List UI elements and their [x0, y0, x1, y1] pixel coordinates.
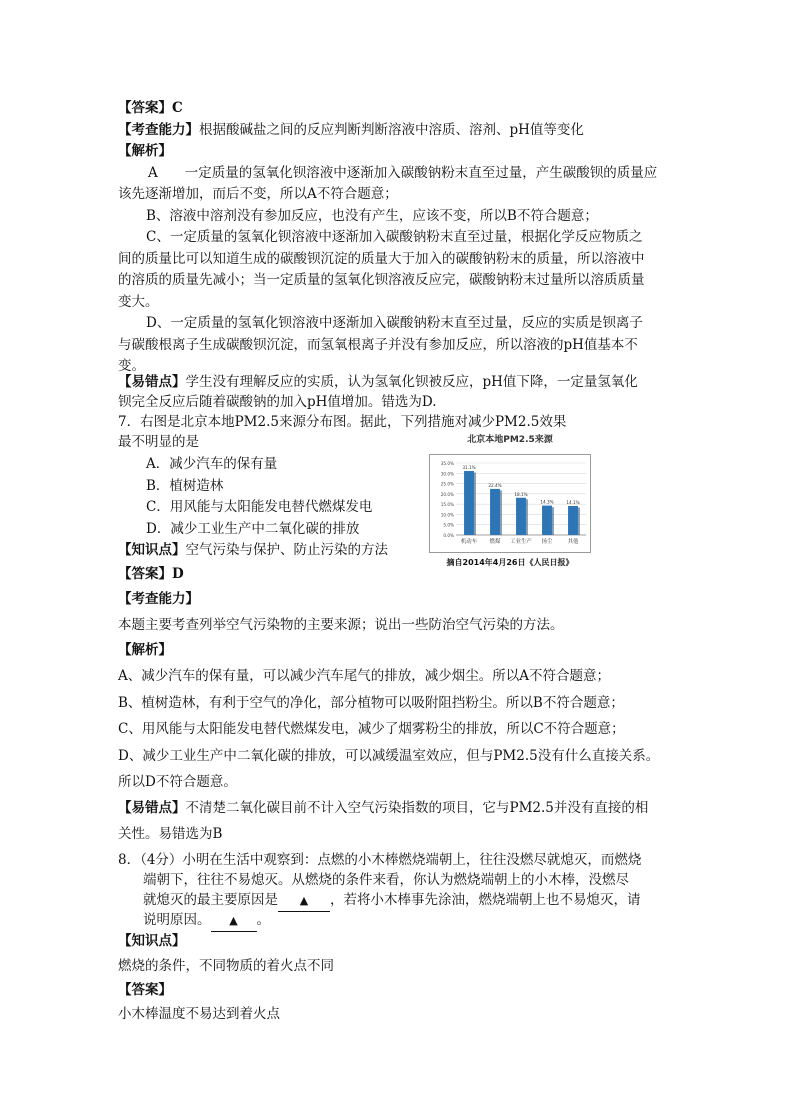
q7-option-a: A．减少汽车的保有量 [146, 456, 278, 472]
y-tick-label: 5.0% [443, 522, 454, 528]
y-tick-label: 15.0% [440, 502, 454, 508]
analysis-line: C、用风能与太阳能发电替代燃煤发电，减少了烟雾粉尘的排放，所以C不符合题意； [118, 721, 625, 737]
q7-answer-row [118, 564, 184, 584]
bar-value-label: 22.4% [488, 482, 502, 488]
q7-option-d: D．减少工业生产中二氧化碳的排放 [146, 521, 360, 537]
ability-label: 【考查能力】 [118, 122, 199, 138]
bar [542, 506, 552, 535]
ability-row [118, 120, 584, 140]
q7-option-b: B．植树造林 [146, 478, 224, 494]
x-tick-label: 其他 [567, 539, 579, 545]
analysis-line: D、减少工业生产中二氧化碳的排放，可以减缓温室效应，但与PM2.5没有什么直接关系。 [118, 748, 660, 764]
q8-stem-text: 说明原因。 [143, 912, 211, 928]
q8-stem: 8．（4分）小明在生活中观察到：点燃的小木棒燃烧端朝上，往往没燃尽就熄灭，而燃烧 [118, 852, 642, 868]
q7-stem: 最不明显的是 [118, 434, 199, 450]
error-text: 学生没有理解反应的实质，认为氢氧化钡被反应，pH值下降，一定量氢氧化 [185, 374, 638, 390]
q8-stem-text: 就熄灭的最主要原因是 [143, 892, 278, 908]
x-tick-label: 机动车 [460, 539, 478, 545]
pm25-chart [425, 432, 595, 570]
q7-stem: 7．右图是北京本地PM2.5来源分布图。据此，下列措施对减少PM2.5效果 [118, 414, 567, 430]
x-tick-label: 燃煤 [489, 539, 501, 545]
q8-stem-row [143, 910, 270, 932]
analysis-label: 【解析】 [118, 143, 172, 159]
triangle-icon: ▲ [229, 914, 238, 927]
error-line: 钡完全反应后随着碳酸钠的加入pH值增加。错选为D. [118, 394, 437, 410]
error-label: 【易错点】 [118, 800, 186, 816]
q8-stem-text: 。 [256, 912, 270, 928]
answer-value: C [172, 100, 183, 116]
analysis-line: 所以D不符合题意。 [118, 774, 237, 790]
knowledge-label: 【知识点】 [118, 933, 186, 949]
bar [464, 471, 474, 535]
analysis-d-line: 与碳酸根离子生成碳酸钡沉淀，而氢氧根离子并没有参加反应，所以溶液的pH值基本不 [118, 337, 638, 353]
answer-blank[interactable] [278, 890, 330, 912]
q7-option-c: C．用风能与太阳能发电替代燃煤发电 [146, 499, 373, 515]
analysis-line: B、植树造林，有利于空气的净化，部分植物可以吸附阻挡粉尘。所以B不符合题意； [118, 695, 624, 711]
analysis-d-line: D、一定质量的氢氧化钡溶液中逐渐加入碳酸钠粉末直至过量，反应的实质是钡离子 [146, 315, 643, 331]
answer-label: 【答案】 [118, 100, 172, 116]
ability-text: 本题主要考查列举空气污染物的主要来源；说出一些防治空气污染的方法。 [118, 617, 564, 633]
analysis-a-line: 该先逐渐增加，而后不变，所以A不符合题意； [118, 186, 398, 202]
y-tick-label: 10.0% [440, 512, 454, 518]
ability-text: 根据酸碱盐之间的反应判断判断溶液中溶质、溶剂、pH值等变化 [199, 122, 584, 138]
knowledge-text: 燃烧的条件，不同物质的着火点不同 [118, 958, 334, 974]
y-tick-label: 25.0% [440, 481, 454, 487]
y-tick-label: 35.0% [440, 461, 454, 466]
bar [568, 506, 578, 535]
bar-value-label: 14.3% [540, 499, 554, 505]
bar-value-label: 31.1% [462, 465, 476, 471]
error-label: 【易错点】 [118, 374, 186, 390]
error-row [118, 372, 638, 392]
answer-label: 【答案】 [118, 982, 172, 998]
chart-caption: 摘自2014年4月26日《人民日报》 [446, 558, 574, 567]
answer-text: 小木棒温度不易达到着火点 [118, 1006, 280, 1022]
analysis-line: A、减少汽车的保有量，可以减少汽车尾气的排放，减少烟尘。所以A不符合题意； [118, 668, 610, 684]
analysis-c-line: 的溶质的质量先减小；当一定质量的氢氧化钡溶液反应完，碳酸钠粉末过量所以溶质质量 [118, 272, 645, 288]
bar [490, 489, 500, 535]
q8-stem-row [143, 890, 641, 912]
x-tick-label: 工业生产 [510, 539, 532, 545]
knowledge-text: 空气污染与保护、防止污染的方法 [185, 542, 388, 558]
chart-title: 北京本地PM2.5来源 [467, 435, 553, 445]
analysis-c-line: C、一定质量的氢氧化钡溶液中逐渐加入碳酸钠粉末直至过量，根据化学反应物质之 [146, 229, 643, 245]
q8-stem-text: ，若将小木棒事先涂油，燃烧端朝上也不易熄灭，请 [330, 892, 641, 908]
y-tick-label: 30.0% [440, 471, 454, 477]
analysis-b-line: B、溶液中溶剂没有参加反应，也没有产生，应该不变，所以B不符合题意； [146, 208, 598, 224]
answer-value: D [172, 566, 184, 582]
analysis-c-line: 变大。 [118, 294, 159, 310]
analysis-a-line: A 一定质量的氢氧化钡溶液中逐渐加入碳酸钠粉末直至过量，产生碳酸钡的质量应 [148, 165, 658, 181]
chart-plot-area [429, 454, 591, 553]
analysis-d-line: 变。 [118, 358, 145, 374]
analysis-c-line: 间的质量比可以知道生成的碳酸钡沉淀的质量大于加入的碳酸钠粉末的质量，所以溶液中 [118, 251, 645, 267]
y-tick-label: 20.0% [440, 491, 454, 497]
chart-svg [430, 455, 590, 552]
error-row [118, 798, 648, 818]
q7-knowledge-row [118, 540, 388, 560]
bar-value-label: 14.1% [566, 499, 580, 505]
answer-blank[interactable] [211, 910, 257, 932]
answer-label: 【答案】 [118, 566, 172, 582]
q8-stem: 端朝下，往往不易熄灭。从燃烧的条件来看，你认为燃烧端朝上的小木棒，没燃尽 [143, 872, 629, 888]
analysis-label: 【解析】 [118, 642, 172, 658]
error-text: 不清楚二氧化碳目前不计入空气污染指数的项目，它与PM2.5并没有直接的相 [185, 800, 649, 816]
ability-label: 【考查能力】 [118, 591, 199, 607]
bar-value-label: 18.1% [514, 491, 528, 497]
triangle-icon: ▲ [299, 894, 309, 907]
error-line: 关性。易错选为B [118, 826, 223, 842]
knowledge-label: 【知识点】 [118, 542, 186, 558]
y-tick-label: 0.0% [443, 533, 454, 538]
answer-row [118, 98, 183, 118]
bar [516, 498, 526, 535]
x-tick-label: 扬尘 [541, 539, 553, 545]
